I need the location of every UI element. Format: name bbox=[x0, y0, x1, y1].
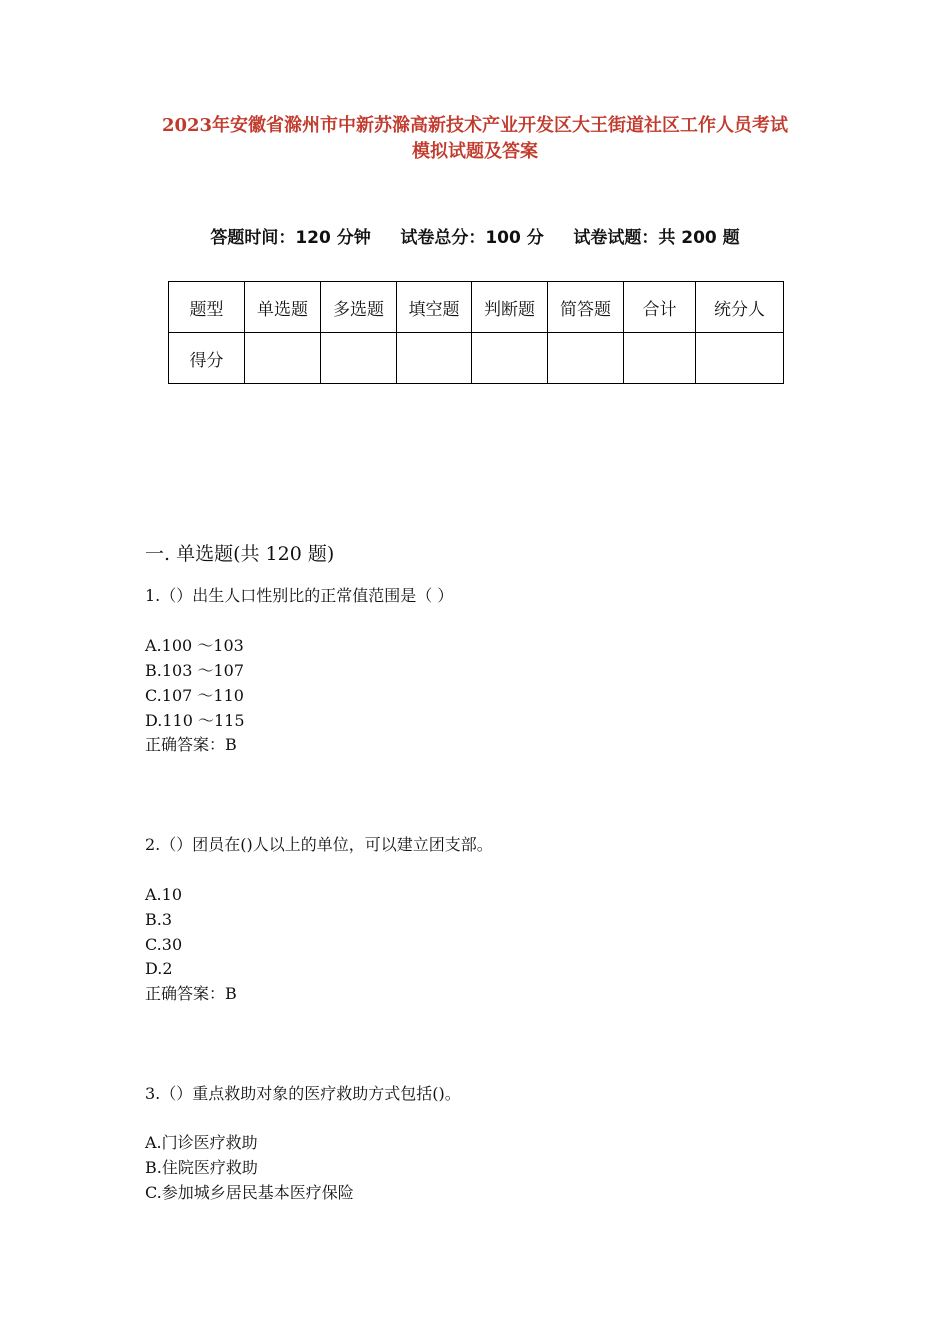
question-1-option-d: D.110 ～115 bbox=[145, 711, 245, 730]
header-cell-single-choice: 单选题 bbox=[245, 282, 321, 333]
question-2-option-c: C.30 bbox=[145, 935, 183, 954]
score-cell bbox=[397, 333, 472, 384]
row-label-score: 得分 bbox=[169, 333, 245, 384]
question-3-option-c: C.参加城乡居民基本医疗保险 bbox=[145, 1183, 354, 1202]
question-2-option-b: B.3 bbox=[145, 910, 173, 929]
header-cell-short-answer: 简答题 bbox=[548, 282, 624, 333]
section-heading: 一. 单选题(共 120 题) bbox=[145, 543, 335, 565]
document-title-line-1: 2023年安徽省滁州市中新苏滁高新技术产业开发区大王街道社区工作人员考试 bbox=[161, 115, 789, 136]
question-2-option-d: D.2 bbox=[145, 959, 173, 978]
question-1-option-c: C.107 ～110 bbox=[145, 686, 244, 705]
question-3-text: 3.（）重点救助对象的医疗救助方式包括()。 bbox=[145, 1084, 461, 1103]
score-table bbox=[168, 281, 784, 384]
header-cell-type: 题型 bbox=[169, 282, 245, 333]
header-cell-total: 合计 bbox=[624, 282, 696, 333]
score-cell bbox=[245, 333, 321, 384]
score-cell bbox=[624, 333, 696, 384]
exam-meta-info: 答题时间：120 分钟 试卷总分：100 分 试卷试题：共 200 题 bbox=[210, 228, 740, 248]
question-2-text: 2.（）团员在()人以上的单位，可以建立团支部。 bbox=[145, 835, 493, 854]
header-cell-multiple-choice: 多选题 bbox=[321, 282, 397, 333]
question-3-option-b: B.住院医疗救助 bbox=[145, 1158, 258, 1177]
question-2-answer: 正确答案：B bbox=[145, 984, 237, 1003]
score-table-header-row bbox=[169, 282, 784, 333]
question-1-text: 1.（）出生人口性别比的正常值范围是（ ） bbox=[145, 586, 454, 605]
question-3-option-a: A.门诊医疗救助 bbox=[145, 1133, 258, 1152]
score-table-score-row bbox=[169, 333, 784, 384]
question-1-option-b: B.103 ～107 bbox=[145, 661, 245, 680]
header-cell-fill-blank: 填空题 bbox=[397, 282, 472, 333]
score-cell bbox=[472, 333, 548, 384]
score-cell bbox=[696, 333, 784, 384]
question-1-answer: 正确答案：B bbox=[145, 735, 237, 754]
score-cell bbox=[548, 333, 624, 384]
question-2-option-a: A.10 bbox=[145, 885, 182, 904]
question-1-option-a: A.100 ～103 bbox=[145, 636, 244, 655]
header-cell-true-false: 判断题 bbox=[472, 282, 548, 333]
score-cell bbox=[321, 333, 397, 384]
header-cell-scorer: 统分人 bbox=[696, 282, 784, 333]
document-title-line-2: 模拟试题及答案 bbox=[412, 141, 538, 162]
